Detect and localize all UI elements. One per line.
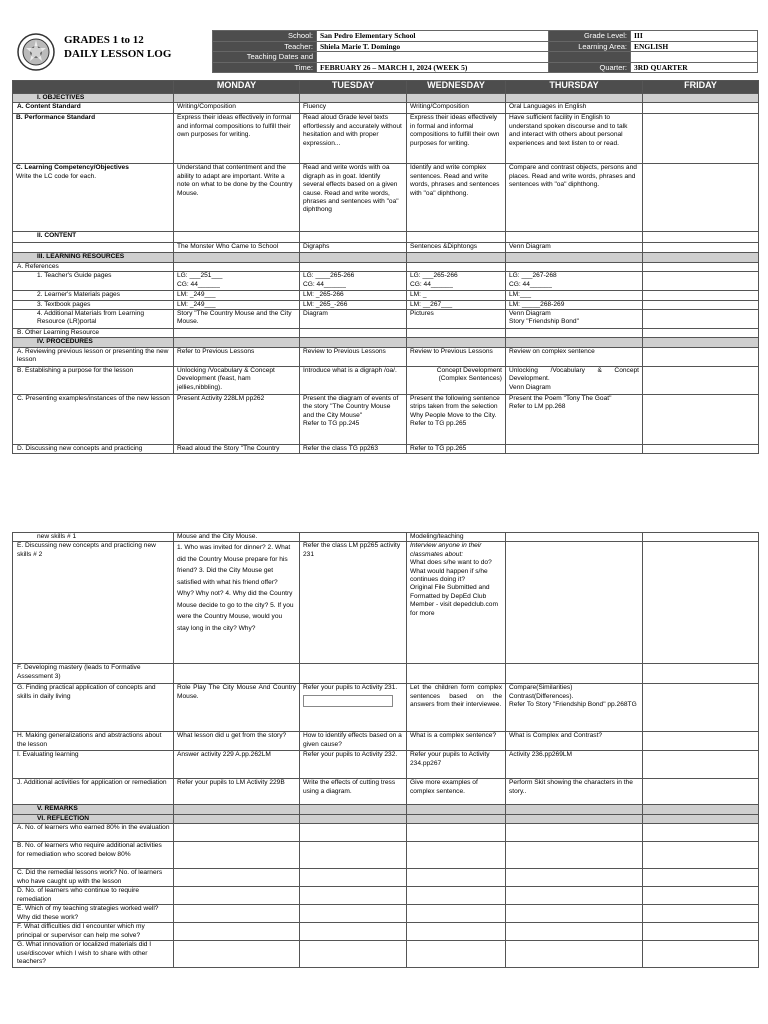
lesson-log-table-p1 xyxy=(12,80,759,454)
teachers-guide-label: 1. Teacher's Guide pages xyxy=(13,272,174,291)
tue-pd: Refer the class TG pp263 xyxy=(300,444,407,453)
competency-label xyxy=(13,164,174,232)
quarter-value: 3RD QUARTER xyxy=(631,62,758,73)
page-two xyxy=(0,530,768,1024)
tue-pa: Review to Previous Lessons xyxy=(300,347,407,366)
mon-pi: Answer activity 229 A.pp.262LM xyxy=(174,751,300,779)
tue-pg-cell xyxy=(300,684,407,732)
area-value: ENGLISH xyxy=(631,41,758,52)
performance-standard-label: B. Performance Standard xyxy=(13,114,174,164)
tue-pj: Write the effects of cutting tress using a diagram. xyxy=(300,779,407,805)
time-label: Time: xyxy=(213,62,317,73)
other-resource-label: B. Other Learning Resource xyxy=(13,329,174,338)
content-heading: II. CONTENT xyxy=(13,232,174,243)
thu-pi: Activity 236.pp269LM xyxy=(506,751,643,779)
additional-materials-label: 4. Additional Materials from Learning Resource (LR)portal xyxy=(13,310,174,329)
title-line-2: DAILY LESSON LOG xyxy=(64,48,172,60)
page-one xyxy=(0,0,768,498)
tue-content: Digraphs xyxy=(300,243,407,253)
title-line-1: GRADES 1 to 12 xyxy=(64,34,144,46)
wed-pd-continued: Modeling/teaching xyxy=(407,533,506,542)
wed-tb: LM: __267___ xyxy=(407,300,506,309)
tue-content-standard: Fluency xyxy=(300,103,407,114)
proc-g-label: G. Finding practical application of concepts and skills in daily living xyxy=(13,684,174,732)
reflection-g-label: G. What innovation or localized materials did I use/discover which I wish to share with other teachers? xyxy=(13,941,174,968)
tue-pi: Refer your pupils to Activity 232. xyxy=(300,751,407,779)
mon-pa: Refer to Previous Lessons xyxy=(174,347,300,366)
thu-pj: Perform Skit showing the characters in the story.. xyxy=(506,779,643,805)
school-label: School: xyxy=(213,31,317,42)
competency-note: Write the LC code for each. xyxy=(16,172,97,180)
mon-performance-standard: Express their ideas effectively in formal and informal compositions to fulfill their own purposes for writing. xyxy=(174,114,300,164)
mon-tb: LM: _249___ xyxy=(174,300,300,309)
tue-pc: Present the diagram of events of the story "The Country Mouse and the City Mouse" Refer to TG pp.245 xyxy=(300,394,407,444)
quarter-label: Quarter: xyxy=(549,62,631,73)
tue-performance-standard: Read aloud Grade level texts effortlessly and accurately without hesitation and with proper expression... xyxy=(300,114,407,164)
wed-pg: Let the children form complex sentences based on the answers from their interviewee. xyxy=(407,684,506,732)
wed-lm: LM: _ xyxy=(407,291,506,300)
dates-value: FEBRUARY 26 – MARCH 1, 2024 (WEEK 5) xyxy=(317,62,549,73)
document-title xyxy=(64,33,171,61)
remarks-heading: V. REMARKS xyxy=(13,805,174,814)
competency-heading: C. Learning Competency/Objectives xyxy=(16,164,129,172)
mon-pe: 1. Who was invited for dinner? 2. What did the Country Mouse prepare for his friend? 3. Did the City Mouse get satisfied with what his friend offer? Why? Why not? 4. Why did the Country Mouse decide to go to the city? 5. If you were the Country Mouse, would you stay long in the city? Why? xyxy=(174,542,300,664)
thu-pb: Unlocking /Vocabulary & Concept Development. Venn Diagram xyxy=(506,366,643,394)
day-thursday: THURSDAY xyxy=(506,81,643,94)
proc-h-label: H. Making generalizations and abstractions about the lesson xyxy=(13,732,174,751)
mon-tg: LG: ___251___ CG: 44______ xyxy=(174,272,300,291)
mon-pd-continued: Mouse and the City Mouse. xyxy=(174,533,300,542)
tue-competency: Read and write words with oa digraph as in goat. Identify several effects based on a given cause. Read and write words, phrases and sentences with "oa" diphthong xyxy=(300,164,407,232)
thu-tg: LG: ___267-268 CG: 44______ xyxy=(506,272,643,291)
thu-add: Venn Diagram Story "Friendship Bond" xyxy=(506,310,643,329)
tue-pe: Refer the class LM pp265 activity 231 xyxy=(300,542,407,664)
mon-pj: Refer your pupils to LM Activity 229B xyxy=(174,779,300,805)
wed-competency: Identify and write complex sentences. Read and write words, phrases and sentences with "oa" diphthong. xyxy=(407,164,506,232)
thu-lm: LM:___ xyxy=(506,291,643,300)
wed-pb: Concept Development (Complex Sentences) xyxy=(407,366,506,394)
school-value: San Pedro Elementary School xyxy=(317,31,549,42)
reflection-heading: VI. REFLECTION xyxy=(13,814,174,823)
mon-competency: Understand that contentment and the ability to adapt are important. Write a note on what to be done by the Country Mouse. xyxy=(174,164,300,232)
resources-heading: III. LEARNING RESOURCES xyxy=(13,253,174,262)
thu-ph: What is Complex and Contrast? xyxy=(506,732,643,751)
tue-pb: Introduce what is a digraph /oa/. xyxy=(300,366,407,394)
thu-pg: Compare(Similarities) Contrast(Differences). Refer To Story "Friendship Bond" pp.268TG xyxy=(506,684,643,732)
mon-ph: What lesson did u get from the story? xyxy=(174,732,300,751)
wed-pe-cell xyxy=(407,542,506,664)
dates-label: Teaching Dates and xyxy=(213,52,317,63)
header xyxy=(12,30,758,72)
mon-pc: Present Activity 228LM pp262 xyxy=(174,394,300,444)
proc-b-label: B. Establishing a purpose for the lesson xyxy=(13,366,174,394)
reflection-c-label: C. Did the remedial lessons work? No. of learners who have caught up with the lesson xyxy=(13,869,174,887)
tue-pg: Refer your pupils to Activity 231. xyxy=(303,684,398,692)
proc-a-label: A. Reviewing previous lesson or presenting the new lesson xyxy=(13,347,174,366)
objectives-heading: I. OBJECTIVES xyxy=(13,94,174,103)
thu-pa: Review on complex sentence xyxy=(506,347,643,366)
tue-tb: LM: _265_-266 xyxy=(300,300,407,309)
activity-thumbnail xyxy=(303,695,393,707)
grade-value: III xyxy=(631,31,758,42)
reflection-b-label: B. No. of learners who require additional activities for remediation who scored below 80% xyxy=(13,842,174,869)
procedures-heading: IV. PROCEDURES xyxy=(13,338,174,347)
tue-add: Diagram xyxy=(300,310,407,329)
day-tuesday: TUESDAY xyxy=(300,81,407,94)
mon-pb: Unlocking /Vocabulary & Concept Development (feast, ham jellies,nibbling). xyxy=(174,366,300,394)
textbook-label: 3. Textbook pages xyxy=(13,300,174,309)
references-label: A. References xyxy=(13,262,174,271)
mon-content: The Monster Who Came to School xyxy=(174,243,300,253)
wed-pj: Give more examples of complex sentence. xyxy=(407,779,506,805)
area-label: Learning Area: xyxy=(549,41,631,52)
reflection-e-label: E. Which of my teaching strategies worked well? Why did these work? xyxy=(13,905,174,923)
day-monday: MONDAY xyxy=(174,81,300,94)
wed-performance-standard: Express their ideas effectively in formal and informal compositions to fulfill their own purposes for writing. xyxy=(407,114,506,164)
thu-content: Venn Diagram xyxy=(506,243,643,253)
teacher-label: Teacher: xyxy=(213,41,317,52)
day-wednesday: WEDNESDAY xyxy=(407,81,506,94)
thu-content-standard: Oral Languages in English xyxy=(506,103,643,114)
tue-tg: LG: ____265-266 CG: 44______ xyxy=(300,272,407,291)
wed-pe: What does s/he want to do? What would happen if s/he continues doing it? Original File Submitted and Formatted by DepEd Club Member - visit depedclub.com for more xyxy=(410,559,498,617)
tue-ph: How to identify effects based on a given cause? xyxy=(300,732,407,751)
mon-pg: Role Play The City Mouse And Country Mouse. xyxy=(174,684,300,732)
wed-pe-prompt: Interview anyone in their classmates about: xyxy=(410,542,482,558)
wed-pa: Review to Previous Lessons xyxy=(407,347,506,366)
teacher-value: Shiela Marie T. Domingo xyxy=(317,41,549,52)
wed-pc: Present the following sentence strips taken from the selection Why People Move to the City. Refer to TG pp.265 xyxy=(407,394,506,444)
wed-pd: Refer to TG pp.265 xyxy=(407,444,506,453)
thu-competency: Compare and contrast objects, persons and places. Read and write words, phrases and sentences with "oa" diphthong. xyxy=(506,164,643,232)
proc-e-label: E. Discussing new concepts and practicing new skills # 2 xyxy=(13,542,174,664)
thu-performance-standard: Have sufficient facility in English to understand spoken discourse and to talk and interact with others about personal experiences and text listen to or read. xyxy=(506,114,643,164)
mon-content-standard: Writing/Composition xyxy=(174,103,300,114)
proc-c-label: C. Presenting examples/instances of the new lesson xyxy=(13,394,174,444)
wed-tg: LG: ___265-266 CG: 44______ xyxy=(407,272,506,291)
header-info-grid xyxy=(212,30,758,73)
lesson-log-table-p2 xyxy=(12,532,759,968)
wed-pi: Refer your pupils to Activity 234.pp267 xyxy=(407,751,506,779)
thu-tb: LM: _____268-269 xyxy=(506,300,643,309)
content-standard-label: A. Content Standard xyxy=(13,103,174,114)
reflection-d-label: D. No. of learners who continue to require remediation xyxy=(13,887,174,905)
proc-j-label: J. Additional activities for application or remediation xyxy=(13,779,174,805)
reflection-a-label: A. No. of learners who earned 80% in the evaluation xyxy=(13,824,174,842)
proc-d-continued: new skills # 1 xyxy=(13,533,174,542)
proc-d-label: D. Discussing new concepts and practicing xyxy=(13,444,174,453)
tue-lm: LM: _265-266 xyxy=(300,291,407,300)
mon-lm: LM: _249___ xyxy=(174,291,300,300)
page-gap xyxy=(0,498,768,530)
wed-content-standard: Writing/Composition xyxy=(407,103,506,114)
wed-ph: What is a complex sentence? xyxy=(407,732,506,751)
proc-f-label: F. Developing mastery (leads to Formative Assessment 3) xyxy=(13,664,174,684)
grade-label: Grade Level: xyxy=(549,31,631,42)
deped-seal-icon xyxy=(16,32,56,72)
day-friday: FRIDAY xyxy=(643,81,759,94)
learners-materials-label: 2. Learner's Materials pages xyxy=(13,291,174,300)
mon-add: Story "The Country Mouse and the City Mouse. xyxy=(174,310,300,329)
wed-add: Pictures xyxy=(407,310,506,329)
wed-content: Sentences &Diphtongs xyxy=(407,243,506,253)
reflection-f-label: F. What difficulties did I encounter which my principal or supervisor can help me solve? xyxy=(13,923,174,941)
proc-i-label: I. Evaluating learning xyxy=(13,751,174,779)
thu-pc: Present the Poem "Tony The Goat" Refer to LM pp.268 xyxy=(506,394,643,444)
mon-pd: Read aloud the Story "The Country xyxy=(174,444,300,453)
